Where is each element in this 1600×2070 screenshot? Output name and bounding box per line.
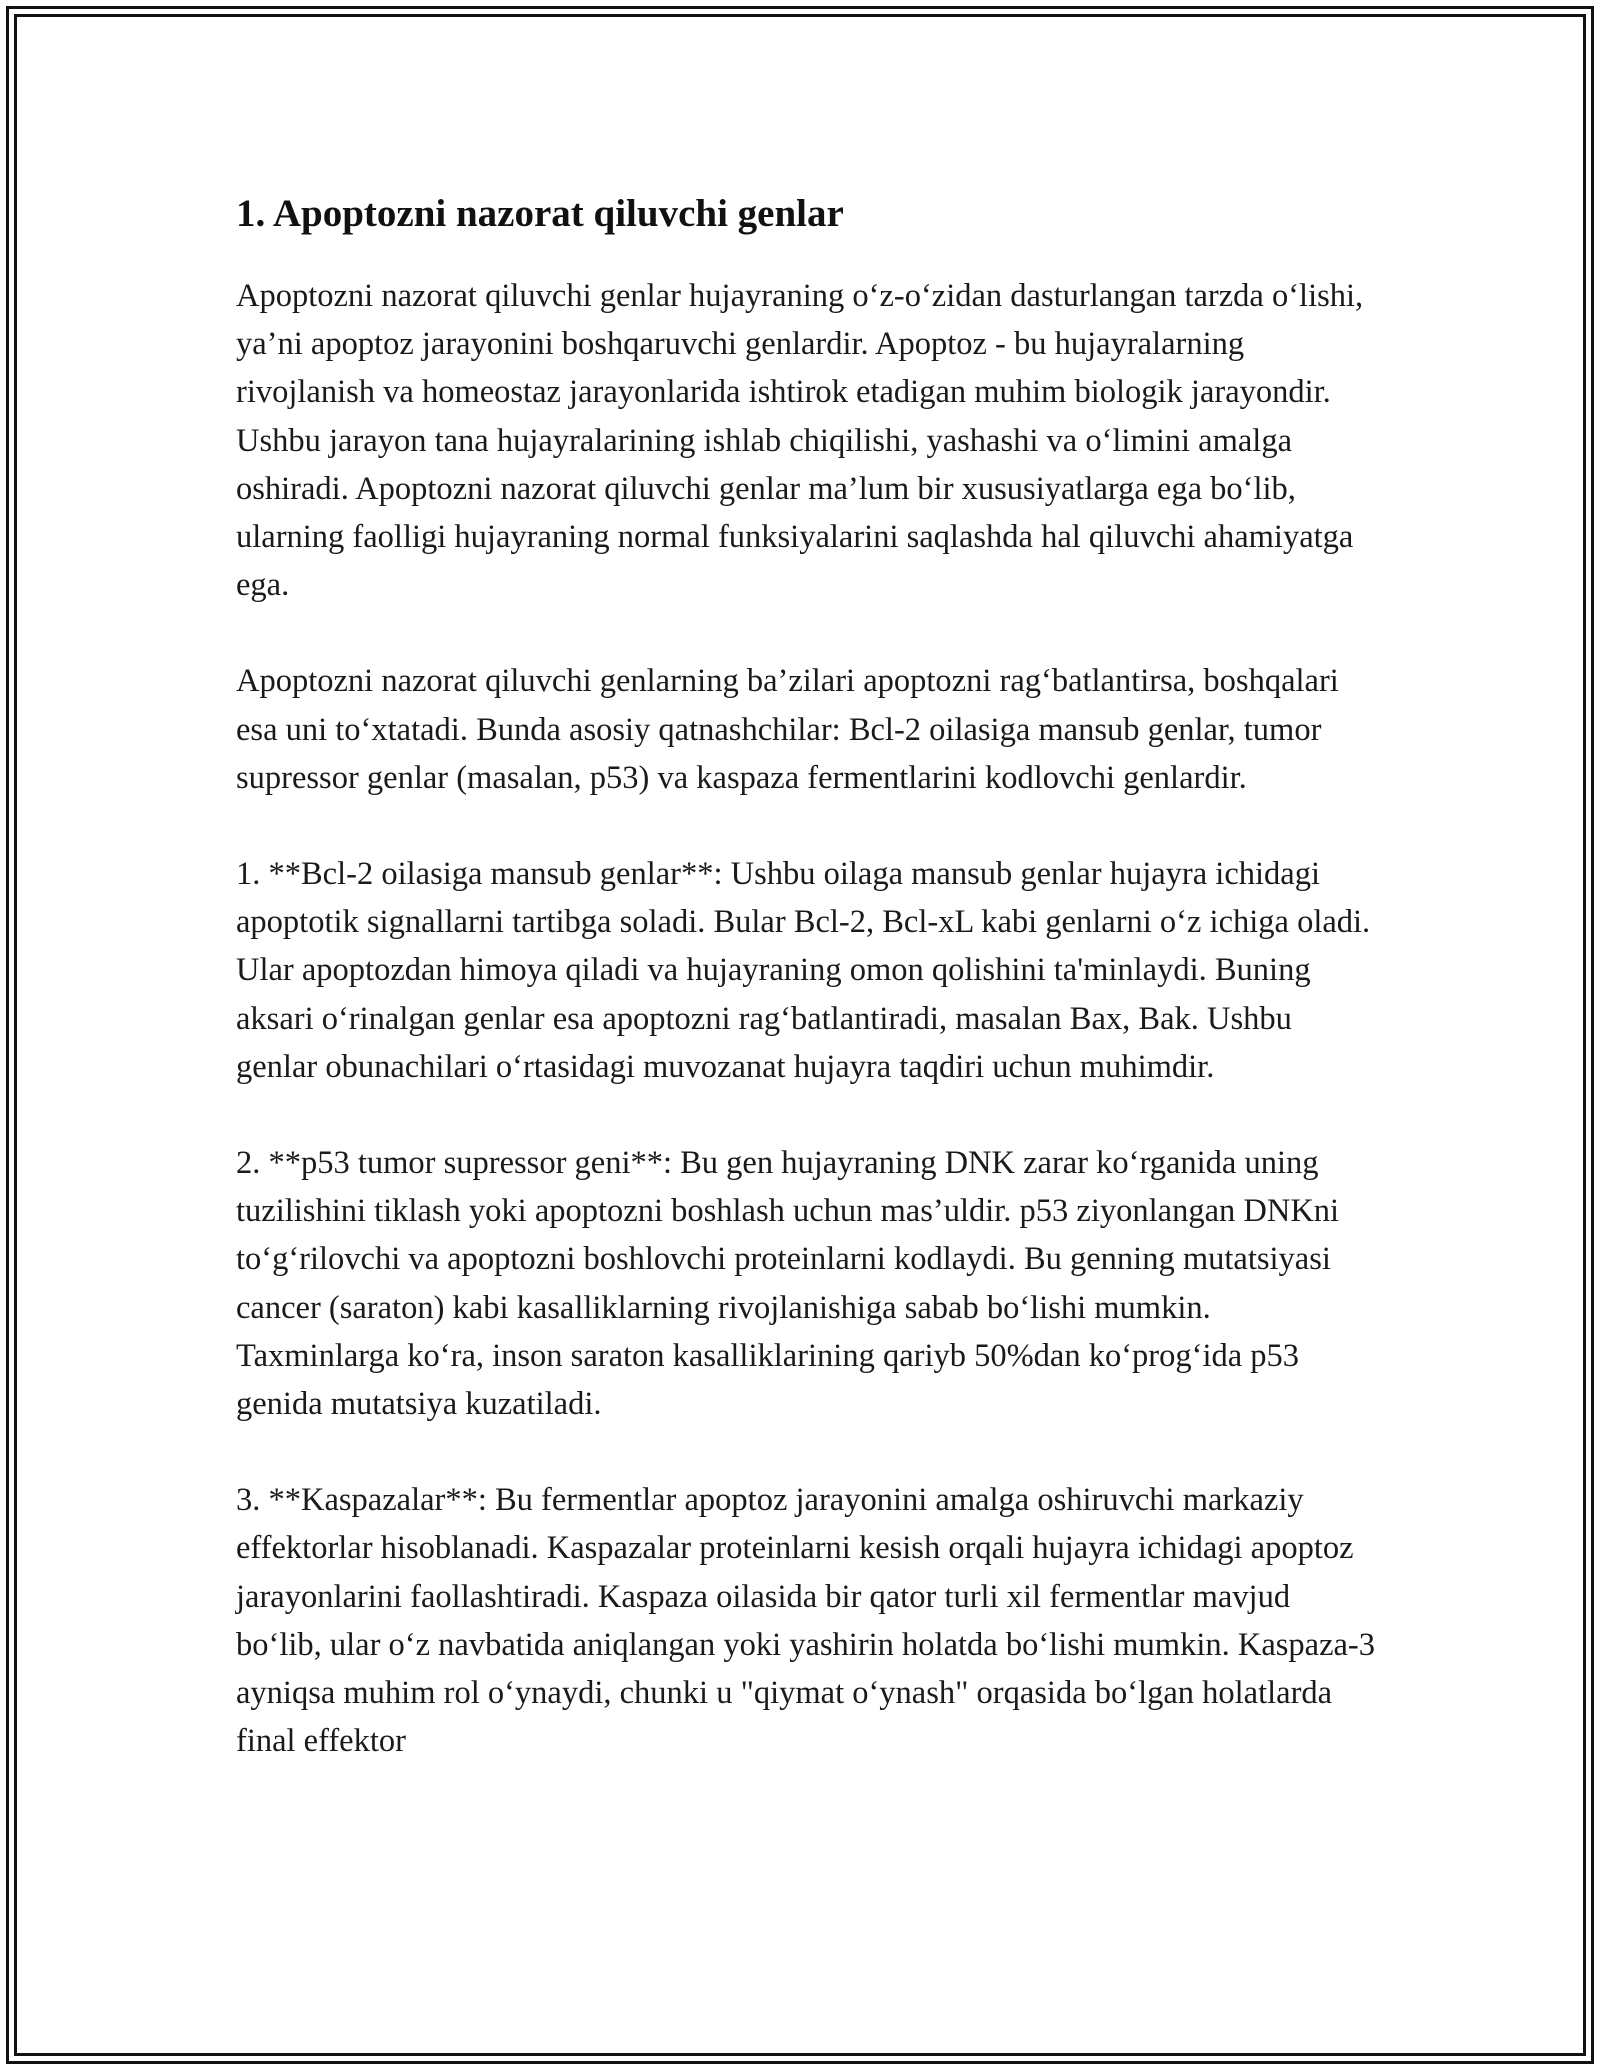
paragraph-caspases: 3. **Kaspazalar**: Bu fermentlar apoptoz jarayonini amalga oshiruvchi markaziy effektorlar hisoblanadi. Kaspazalar proteinlarni kesish orqali hujayra ichidagi apoptoz jarayonlarini faollashtiradi. Kaspaza oilasida bir qator turli xil fermentlar mavjud bo‘lib, ular o‘z navbatida aniqlangan yoki yashirin holatda bo‘lishi mumkin. Kaspaza-3 ayniqsa muhim rol o‘ynaydi, chunki u "qiymat o‘ynash" orqasida bo‘lgan holatlarda final effektor: [236, 1482, 1376, 1760]
paragraph-bcl2: 1. **Bcl-2 oilasiga mansub genlar**: Ushbu oilaga mansub genlar hujayra ichidagi apoptotik signallarni tartibga soladi. Bular Bcl-2, Bcl-xL kabi genlarni o‘z ichiga oladi. Ular apoptozdan himoya qiladi va hujayraning omon qolishini ta'minlaydi. Buning aksari o‘rinalgan genlar esa apoptozni rag‘batlantiradi, masalan Bax, Bak. Ushbu genlar obunachilari o‘rtasidagi muvozanat hujayra taqdiri uchun muhimdir.: [236, 856, 1371, 1085]
paragraph-overview: Apoptozni nazorat qiluvchi genlarning ba’zilari apoptozni rag‘batlantirsa, boshqalari esa uni to‘xtatadi. Bunda asosiy qatnashchilar: Bcl-2 oilasiga mansub genlar, tumor supressor genlar (masalan, p53) va kaspaza fermentlarini kodlovchi genlardir.: [236, 663, 1339, 796]
paragraph-p53: 2. **p53 tumor supressor geni**: Bu gen hujayraning DNK zarar ko‘rganida uning tuzilishini tiklash yoki apoptozni boshlash uchun mas’uldir. p53 ziyonlangan DNKni to‘g‘rilovchi va apoptozni boshlovchi proteinlarni kodlaydi. Bu genning mutatsiyasi cancer (saraton) kabi kasalliklarning rivojlanishiga sabab bo‘lishi mumkin. Taxminlarga ko‘ra, inson saraton kasalliklarining qariyb 50%dan ko‘prog‘ida p53 genida mutatsiya kuzatiladi.: [236, 1145, 1340, 1423]
document-body: [236, 190, 1376, 1813]
document-title: 1. Apoptozni nazorat qiluvchi genlar: [236, 192, 844, 235]
paragraph-intro: Apoptozni nazorat qiluvchi genlar hujayraning o‘z-o‘zidan dasturlangan tarzda o‘lishi, ya’ni apoptoz jarayonini boshqaruvchi genlardir. Apoptoz - bu hujayralarning rivojlanish va homeostaz jarayonlarida ishtirok etadigan muhim biologik jarayondir. Ushbu jarayon tana hujayralarining ishlab chiqilishi, yashashi va o‘limini amalga oshiradi. Apoptozni nazorat qiluvchi genlar ma’lum bir xususiyatlarga ega bo‘lib, ularning faolligi hujayraning normal funksiyalarini saqlashda hal qiluvchi ahamiyatga ega.: [236, 278, 1364, 604]
